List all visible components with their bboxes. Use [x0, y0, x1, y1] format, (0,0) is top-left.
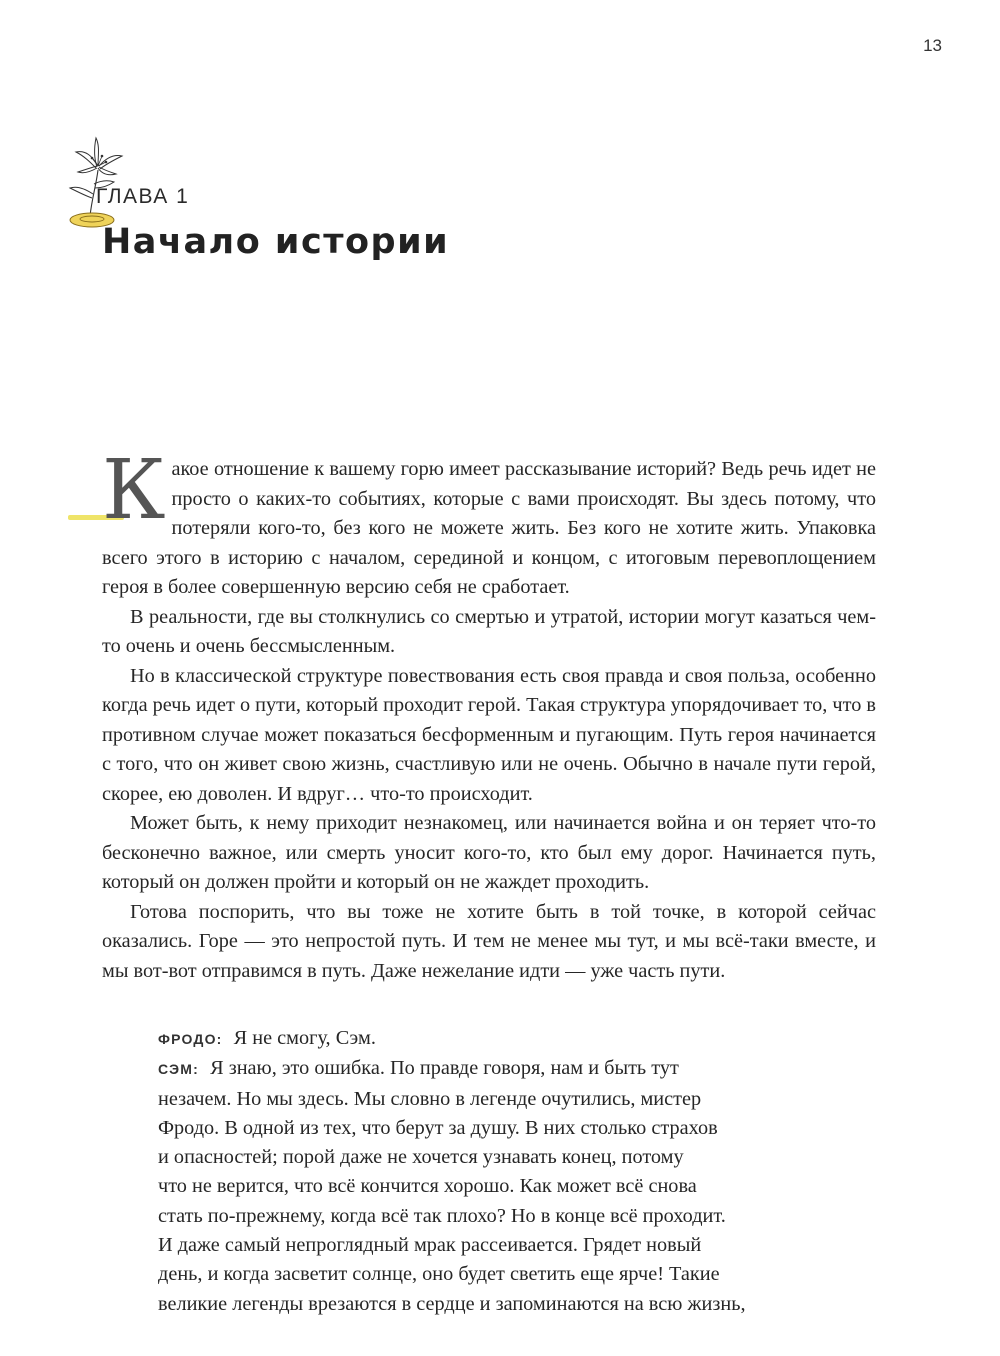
dialogue-line: день, и когда засветит солнце, оно будет светить еще ярче! Такие [158, 1263, 720, 1286]
paragraph: Но в классической структуре повествования есть своя правда и своя польза, особенно когда речь идет о пути, который проходит герой. Такая структура упорядочивает то, что в противном случае может показаться бесформенным и пугающим. Путь героя начинается с того, что он живет свою жизнь, счастливую или не очень. Обычно в начале пути герой, скорее, ею доволен. И вдруг… что-то происходит. [102, 664, 876, 805]
body-text [102, 443, 876, 986]
paragraph: В реальности, где вы столкнулись со смертью и утратой, истории могут казаться чем-то очень и очень бессмысленным. [102, 605, 876, 657]
dialogue-line [158, 1054, 858, 1084]
dialogue-line: незачем. Но мы здесь. Мы словно в легенде очутились, мистер [158, 1087, 702, 1110]
paragraph: Может быть, к нему приходит незнакомец, или начинается война и он теряет что-то бесконечно важное, или смерть уносит кого-то, кто был ему дорог. Начинается путь, который он должен пройти и который он не жаждет проходить. [102, 812, 876, 893]
dialogue-line: великие легенды врезаются в сердце и запоминаются на всю жизнь, [158, 1292, 746, 1315]
paragraph-text: акое отношение к вашему горю имеет рассказывание историй? Ведь речь идет не просто о каких-то событиях, которые с вами происходят. Вы здесь потому, что потеряли кого-то, без кого не можете жить. Без кого не хотите жить. Упаковка всего этого в историю с началом, серединой и концом, с итоговым перевоплощением героя в более совершенную версию себя не сработает. [102, 458, 876, 598]
dialogue-line: стать по-прежнему, когда всё так плохо? Но в конце всё проходит. [158, 1204, 726, 1227]
dialogue-line [158, 1024, 858, 1054]
dialogue-line: и опасностей; порой даже не хочется узнавать конец, потому [158, 1146, 684, 1169]
dialogue-line: что не верится, что всё кончится хорошо. Как может всё снова [158, 1175, 697, 1198]
drop-cap: К [102, 443, 166, 538]
dialogue-text: Я не смогу, Сэм. [233, 1027, 376, 1049]
paragraph [102, 443, 876, 603]
chapter-title: Начало истории [102, 222, 450, 262]
dialogue-block [158, 1024, 858, 1319]
speaker-label: ФРОДО: [158, 1031, 223, 1047]
page-number: 13 [923, 36, 942, 55]
speaker-label: СЭМ: [158, 1061, 200, 1078]
dialogue-line: И даже самый непроглядный мрак рассеивается. Грядет новый [158, 1234, 702, 1257]
dialogue-text: Я знаю, это ошибка. По правде говоря, нам и быть тут [210, 1057, 679, 1080]
dialogue-line: Фродо. В одной из тех, что берут за душу. В них столько страхов [158, 1116, 718, 1139]
chapter-label: ГЛАВА 1 [96, 185, 190, 208]
paragraph: Готова поспорить, что вы тоже не хотите быть в той точке, в которой сейчас оказались. Горе — это непростой путь. И тем не менее мы тут, и мы всё-таки вместе, и мы вот-вот отправимся в путь. Даже нежелание идти — уже часть пути. [102, 900, 876, 982]
lily-flower-icon [62, 136, 128, 232]
